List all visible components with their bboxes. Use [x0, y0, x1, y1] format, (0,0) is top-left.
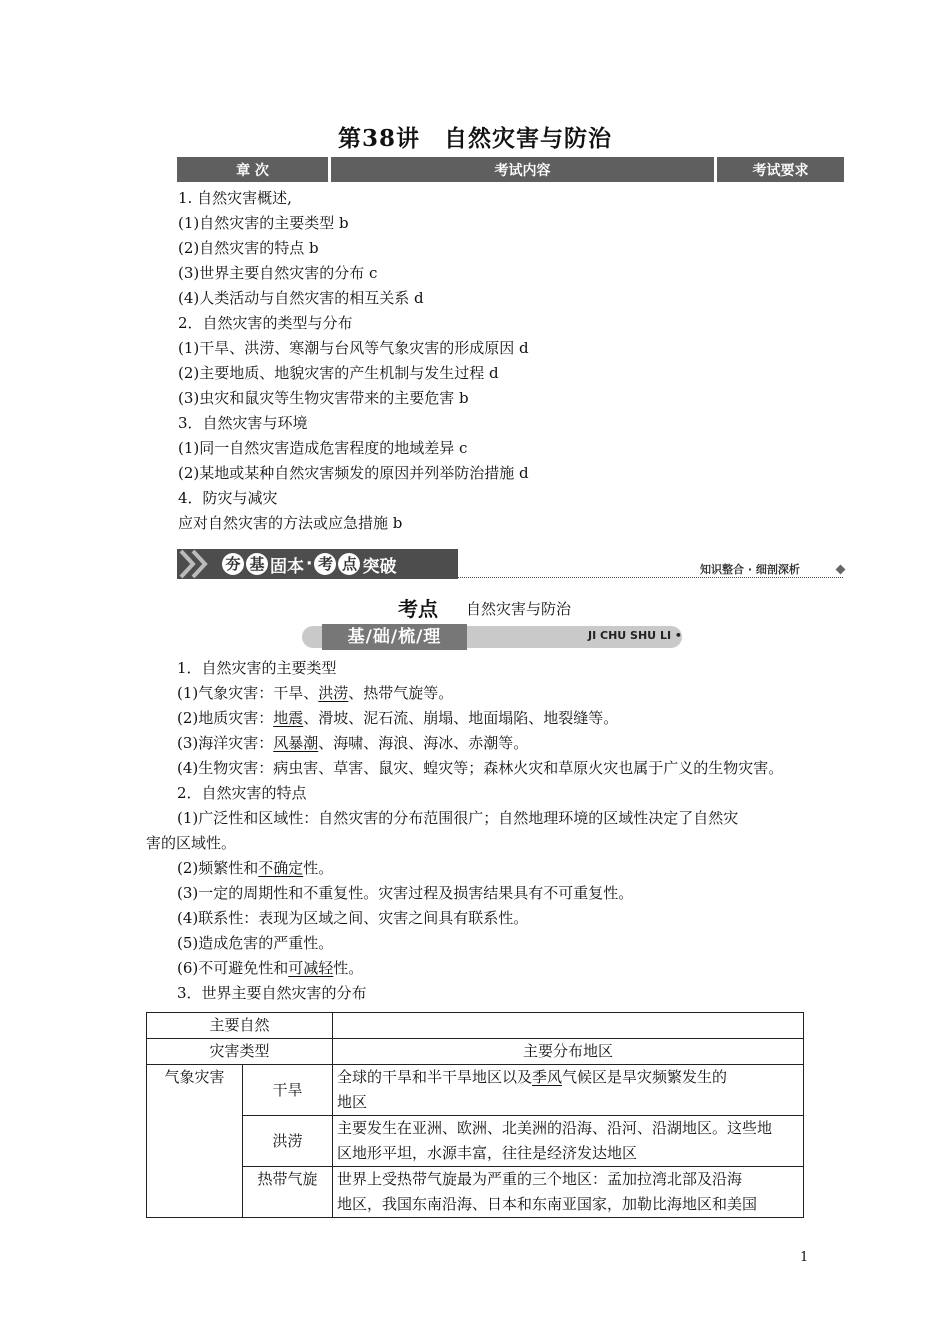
table-header-cell: 主要分布地区 [333, 1039, 804, 1065]
page-title: 第38讲 自然灾害与防治 [337, 125, 612, 152]
banner-subtitle: 知识整合 · 细剖深析 [700, 563, 800, 576]
body-line: (3)一定的周期性和不重复性。灾害过程及损害结果具有不可重复性。 [177, 884, 634, 902]
banner-circle-char: 基 [246, 553, 268, 575]
requirement-line: 应对自然灾害的方法或应急措施 b [178, 514, 403, 532]
section-heading: 1．自然灾害的主要类型 [177, 659, 337, 677]
body-line: (5)造成危害的严重性。 [177, 934, 334, 952]
kaodian-topic: 自然灾害与防治 [466, 600, 572, 618]
subsection-label: 基/础/梳/理 [322, 624, 467, 650]
kaodian-label: 考点 [398, 597, 438, 621]
distribution-cell: 全球的干旱和半干旱地区以及季风气候区是旱灾频繁发生的 地区 [333, 1065, 804, 1116]
subsection-pinyin: JI CHU SHU LI • [588, 629, 682, 642]
requirement-line: (2)主要地质、地貌灾害的产生机制与发生过程 d [178, 364, 499, 382]
section-banner-title [222, 551, 396, 577]
banner-dot: · [306, 554, 313, 574]
table-header-row [147, 1039, 804, 1065]
requirement-line: (2)某地或某种自然灾害频发的原因并列举防治措施 d [178, 464, 529, 482]
banner-circle-char: 点 [338, 553, 360, 575]
body-line: (1)广泛性和区域性：自然灾害的分布范围很广；自然地理环境的区域性决定了自然灾 [177, 809, 739, 827]
table-header-cell: 主要自然 [147, 1013, 333, 1039]
requirements-list [178, 186, 529, 536]
table-row [147, 1065, 804, 1116]
table-row [147, 1116, 804, 1167]
table-header-cell [333, 1013, 804, 1039]
page-number: 1 [800, 1250, 809, 1265]
body-line: (6)不可避免性和可减轻性。 [177, 959, 364, 977]
requirement-line: (2)自然灾害的特点 b [178, 239, 319, 257]
underlined-term: 地震 [273, 709, 304, 727]
underlined-term: 风暴潮 [273, 734, 319, 752]
body-line: (2)地质灾害：地震、滑坡、泥石流、崩塌、地面塌陷、地裂缝等。 [177, 709, 619, 727]
body-text [146, 656, 816, 1006]
requirement-line: (3)虫灾和鼠灾等生物灾害带来的主要危害 b [178, 389, 469, 407]
disaster-distribution-table [146, 1012, 804, 1218]
body-line: (1)气象灾害：干旱、洪涝、热带气旋等。 [177, 684, 454, 702]
section-heading: 2．自然灾害的特点 [177, 784, 307, 802]
underlined-term: 不确定 [258, 859, 304, 877]
body-line: (2)频繁性和不确定性。 [177, 859, 334, 877]
distribution-cell: 世界上受热带气旋最为严重的三个地区：孟加拉湾北部及沿海 地区，我国东南沿海、日本和东南亚国家，加勒比海地区和美国 [333, 1167, 804, 1218]
body-line: (4)联系性：表现为区域之间、灾害之间具有联系性。 [177, 909, 529, 927]
type-cell: 热带气旋 [243, 1167, 333, 1218]
requirement-line: 4．防灾与减灾 [178, 489, 278, 507]
header-requirement: 考试要求 [717, 157, 844, 182]
diamond-icon [836, 565, 846, 575]
requirement-line: (1)同一自然灾害造成危害程度的地域差异 c [178, 439, 468, 457]
body-line: (4)生物灾害：病虫害、草害、鼠灾、蝗灾等；森林火灾和草原火灾也属于广义的生物灾害。 [177, 759, 784, 777]
underlined-term: 洪涝 [318, 684, 349, 702]
distribution-cell: 主要发生在亚洲、欧洲、北美洲的沿海、沿河、沿湖地区。这些地 区地形平坦，水源丰富，往往是经济发达地区 [333, 1116, 804, 1167]
underlined-term: 季风 [532, 1068, 563, 1086]
header-content: 考试内容 [331, 157, 714, 182]
double-chevron-icon [177, 549, 217, 579]
body-line: (3)海洋灾害：风暴潮、海啸、海浪、海冰、赤潮等。 [177, 734, 529, 752]
category-cell: 气象灾害 [147, 1065, 243, 1218]
banner-text: 固本 [270, 556, 304, 577]
section-heading: 3．世界主要自然灾害的分布 [177, 984, 367, 1002]
requirement-line: 3．自然灾害与环境 [178, 414, 308, 432]
banner-dotted-divider [458, 577, 843, 578]
requirement-line: 2．自然灾害的类型与分布 [178, 314, 353, 332]
banner-text: 突破 [362, 556, 397, 577]
type-cell: 洪涝 [243, 1116, 333, 1167]
requirement-line: (1)干旱、洪涝、寒潮与台风等气象灾害的形成原因 d [178, 339, 529, 357]
requirement-line: (4)人类活动与自然灾害的相互关系 d [178, 289, 424, 307]
underlined-term: 可减轻 [288, 959, 334, 977]
banner-circle-char: 考 [314, 553, 336, 575]
body-line: 害的区域性。 [146, 834, 237, 852]
table-header-cell: 灾害类型 [147, 1039, 333, 1065]
requirement-line: (3)世界主要自然灾害的分布 c [178, 264, 378, 282]
requirement-line: (1)自然灾害的主要类型 b [178, 214, 349, 232]
table-header-row [147, 1013, 804, 1039]
requirement-line: 1. 自然灾害概述, [178, 189, 292, 207]
type-cell: 干旱 [243, 1065, 333, 1116]
banner-circle-char: 夯 [222, 553, 244, 575]
table-row [147, 1167, 804, 1218]
header-chapter: 章 次 [177, 157, 328, 182]
